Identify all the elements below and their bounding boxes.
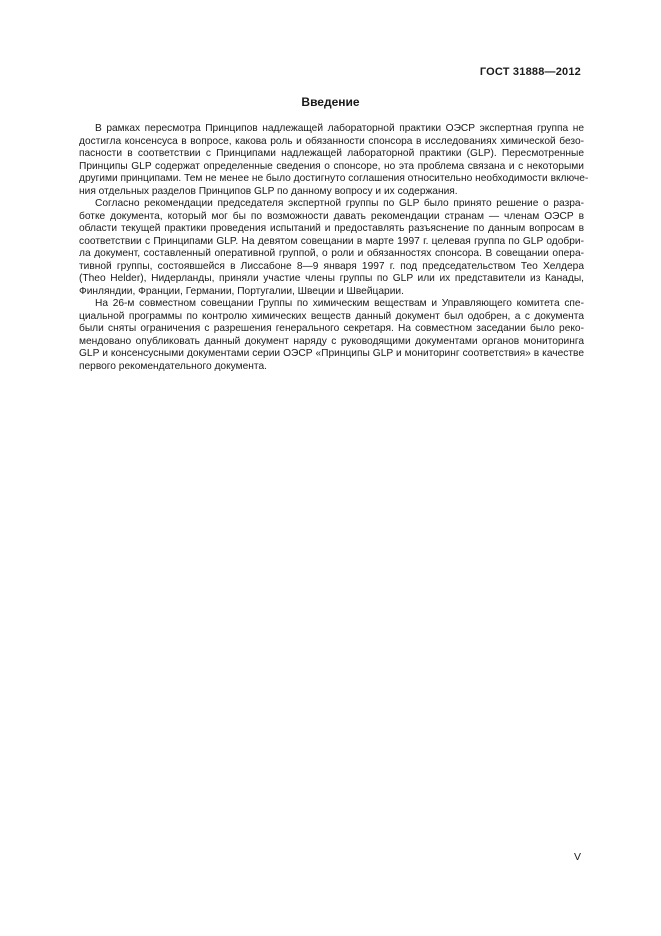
text-line: первого рекомендательного документа. <box>79 360 267 372</box>
text-line: тивной группы, состоявшейся в Лиссабоне 8—9 января 1997 г. под председательством Тео Хелдера <box>79 260 584 272</box>
text-line: ла документ, составленный оперативной группой, о роли и обязанностях спонсора. В совещании опера- <box>79 248 584 259</box>
text-line: пасности в соответствии с Принципами надлежащей лабораторной практики (GLP). Пересмотренные <box>79 148 584 159</box>
document-body <box>79 123 589 373</box>
text-line: ботке документа, который мог бы по возможности давать рекомендации странам — членам ОЭСР в <box>79 210 584 222</box>
text-line: ния отдельных разделов Принципов GLP по данному вопросу и их содержания. <box>79 185 458 197</box>
text-line: области текущей практики проведения испытаний и предоставлять разъяснение по данным вопросам в <box>79 223 584 234</box>
text-line: (Theo Helder), Нидерланды, приняли участие члены группы по GLP или их представители из Канады, <box>79 273 584 284</box>
text-line: циальной программы по контролю химических веществ данный документ был одобрен, а с документа <box>79 310 584 322</box>
text-line: другими принципами. Тем не менее не было достигнуто соглашения относительно необходимости включе- <box>79 173 589 184</box>
document-header: ГОСТ 31888—2012 <box>479 66 581 78</box>
paragraph-2 <box>79 198 584 298</box>
text-line: GLP и консенсусными документами серии ОЭСР «Принципы GLP и мониторинг соответствия» в качестве <box>79 348 584 359</box>
text-line: соответствии с Принципами GLP. На девятом совещании в марте 1997 г. целевая группа по GLP одобри- <box>79 235 584 247</box>
text-line: были сняты ограничения с разрешения генерального секретаря. На совместном заседании было реко- <box>79 323 584 334</box>
text-line: В рамках пересмотра Принципов надлежащей лабораторной практики ОЭСР экспертная группа не <box>95 123 584 134</box>
section-title: Введение <box>301 95 360 109</box>
page-number: V <box>573 851 581 863</box>
text-line: мендовано опубликовать данный документ наряду с руководящими документами органов мониторинга <box>79 335 584 347</box>
text-line: Принципы GLP содержат определенные сведения о спонсоре, но эта проблема связана и с некоторыми <box>79 160 584 172</box>
text-line: Финляндии, Франции, Германии, Португалии, Швеции и Швейцарии. <box>79 285 404 297</box>
text-line: На 26-м совместном совещании Группы по химическим веществам и Управляющего комитета спе- <box>95 298 584 309</box>
paragraph-3 <box>79 298 584 373</box>
text-line: достигла консенсуса в вопросе, какова роль и обязанности спонсора в исследованиях химической безо- <box>79 135 584 147</box>
text-line: Согласно рекомендации председателя экспертной группы по GLP было принято решение о разра- <box>95 198 584 209</box>
paragraph-1 <box>79 123 589 198</box>
